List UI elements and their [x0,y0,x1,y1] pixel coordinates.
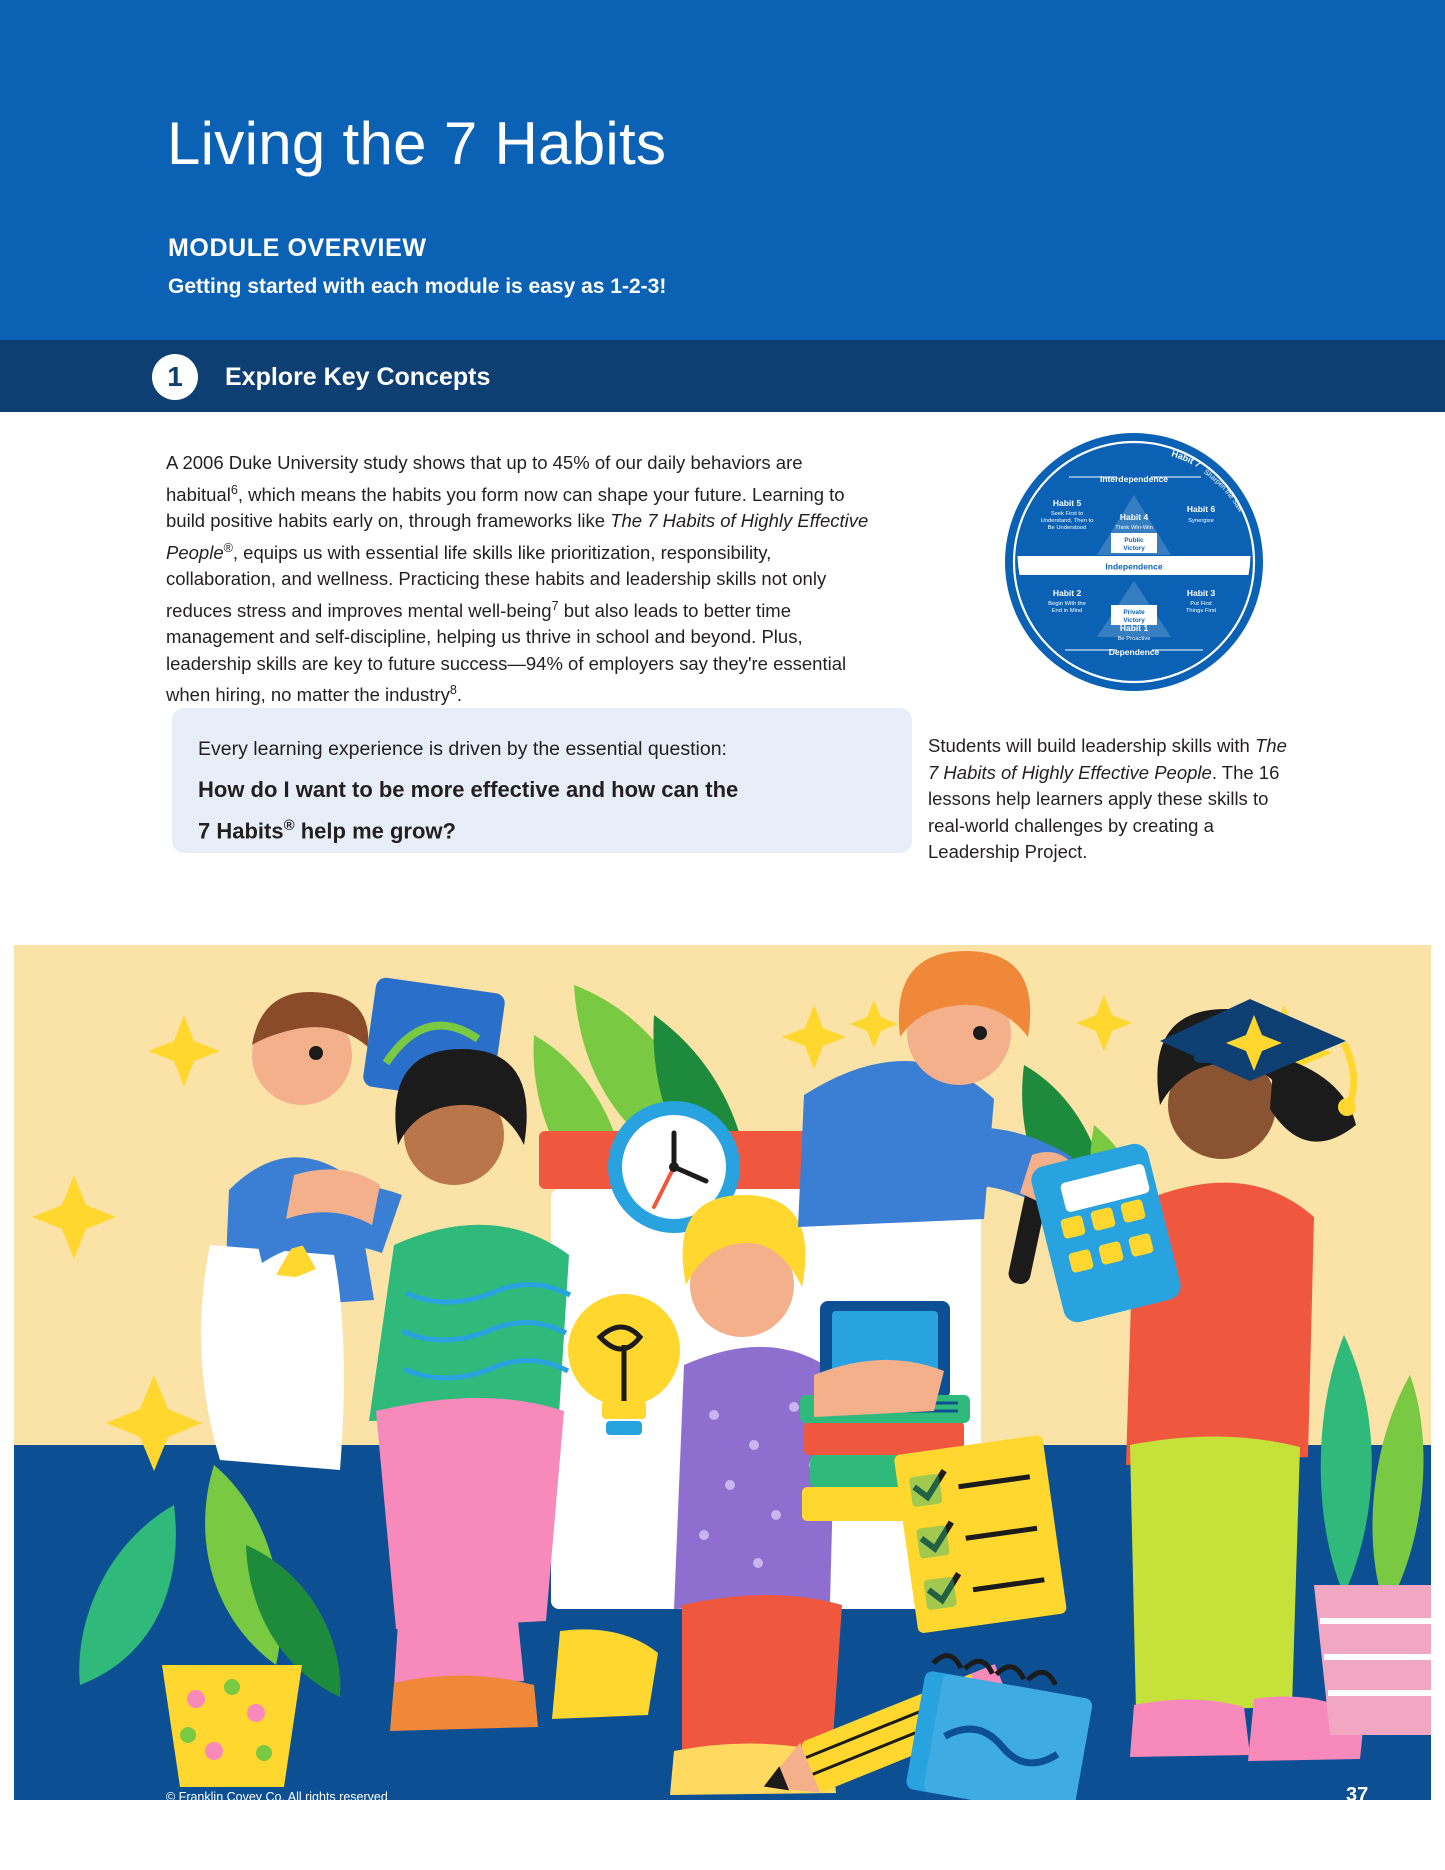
essential-question-text: How do I want to be more effective and how can the 7 Habits® help me grow? [198,777,739,844]
svg-text:Put First: Put First [1190,601,1212,607]
svg-text:Understand, Then to: Understand, Then to [1040,518,1094,524]
footer-copyright: © Franklin Covey Co. All rights reserved [166,1790,388,1804]
module-subtitle: Getting started with each module is easy as 1-2-3! [168,275,667,298]
module-overview-label: MODULE OVERVIEW [168,234,427,262]
step-bar [0,340,1445,412]
svg-text:Habit 3: Habit 3 [1186,588,1216,598]
page-title: Living the 7 Habits [167,110,667,177]
svg-text:Habit 5: Habit 5 [1052,498,1082,508]
svg-text:Begin With the: Begin With the [1048,601,1086,607]
svg-text:Think Win-Win: Think Win-Win [1115,525,1153,531]
svg-text:Synergize: Synergize [1188,518,1214,524]
svg-text:Habit 7: Habit 7 [1170,448,1203,470]
svg-text:Victory: Victory [1123,545,1145,552]
essential-question-lead: Every learning experience is driven by the essential question: [198,738,727,760]
svg-text:Habit 1: Habit 1 [1119,623,1149,633]
svg-text:Be Understood: Be Understood [1047,525,1087,531]
svg-text:Habit 4: Habit 4 [1119,512,1149,522]
svg-text:Sharpen the Saw: Sharpen the Saw [1202,468,1244,514]
wheel-level-dependence: Dependence [1108,647,1160,657]
svg-text:Seek First to: Seek First to [1050,511,1084,517]
step-number-badge: 1 [152,354,198,400]
svg-text:Victory: Victory [1123,617,1145,624]
svg-text:Habit 6: Habit 6 [1186,504,1216,514]
students-collaborating-illustration [14,945,1431,1800]
habits-wheel-diagram [1005,433,1263,691]
svg-text:Things First: Things First [1185,608,1217,614]
svg-text:End in Mind: End in Mind [1051,608,1083,614]
svg-text:Public: Public [1124,537,1144,544]
intro-paragraph: A 2006 Duke University study shows that up to 45% of our daily behaviors are habitual$^6$, which means the habits you form now can shape your future. Learning to build positive habits early on, through frameworks like The 7 Habits of Highly Effective People®, equips us with essential life skills like prioritization, responsibility, collaboration, and wellness. Practicing these habits and leadership skills not only reduces stress and improves mental well-being$^7$ but also leads to better time management and self-discipline, helping us thrive in school and beyond. Plus, leadership skills are key to future success—94% of employers say they're essential when hiring, no matter the industry$^8$. [166,452,869,706]
wheel-level-independence: Independence [1105,561,1163,572]
svg-text:Be Proactive: Be Proactive [1117,636,1151,642]
step-label: Explore Key Concepts [225,363,491,391]
svg-text:Private: Private [1123,609,1145,616]
footer-page-number: 37 [1346,1784,1369,1806]
svg-text:Habit 2: Habit 2 [1052,588,1082,598]
wheel-level-interdependence: Interdependence [1099,474,1169,484]
leadership-skills-note: Students will build leadership skills with The 7 Habits of Highly Effective People. The 16 lessons help learners apply these skills to real-world challenges by creating a Leadership Project. [928,735,1287,862]
